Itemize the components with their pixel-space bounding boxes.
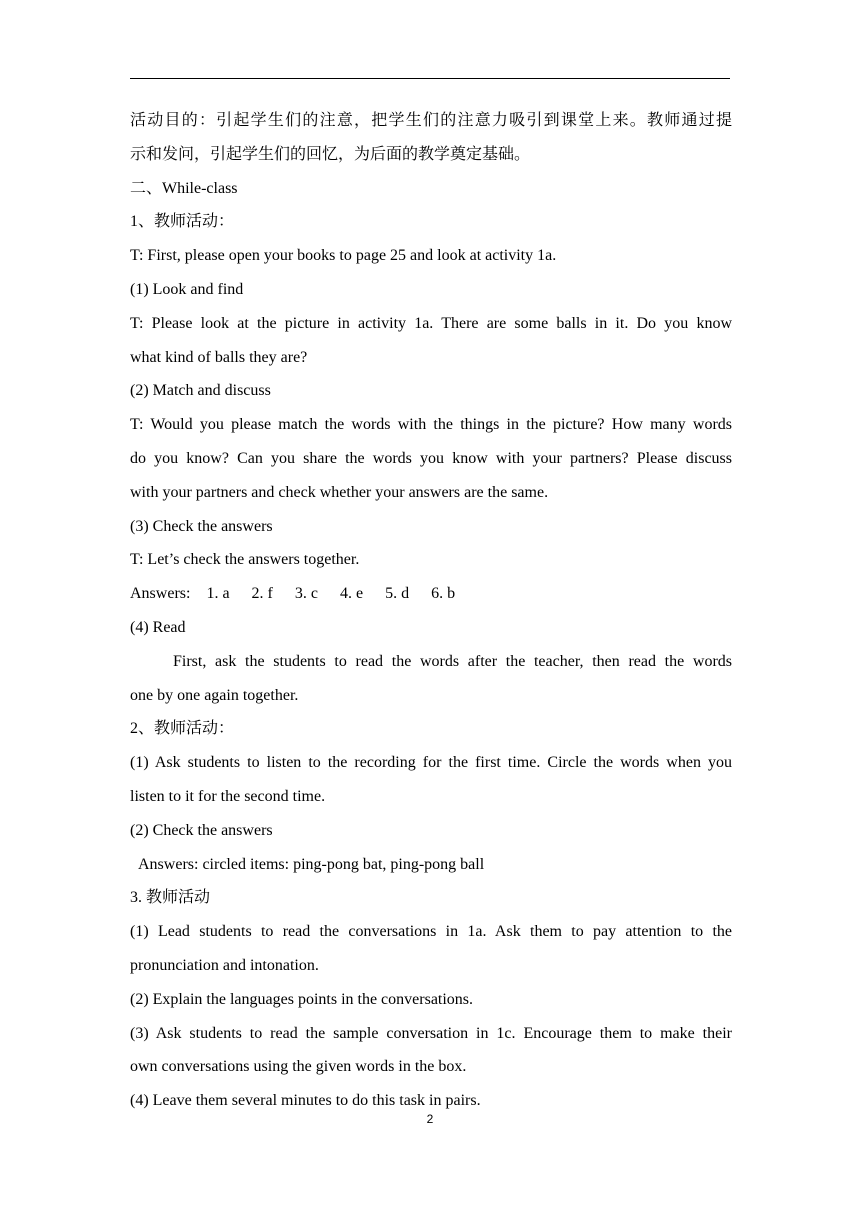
paragraph-line: (4) Leave them several minutes to do this task in pairs. [130,1092,481,1110]
paragraph-line: what kind of balls they are? [130,348,308,366]
paragraph-line: (3) Ask students to read the sample conversation in 1c. Encourage them to make their [130,1024,732,1042]
answer-item: 6. b [431,585,456,603]
document-body [130,104,732,1118]
paragraph-line: T: Please look at the picture in activity 1a. There are some balls in it. Do you know [130,314,732,332]
step-heading: (3) Check the answers [130,517,273,535]
subsection-heading: 3. 教师活动 [130,889,211,907]
header-rule [130,78,730,79]
paragraph-line: (1) Ask students to listen to the recording for the first time. Circle the words when you [130,754,732,772]
answer-item: 5. d [385,585,410,603]
answer-item: 3. c [294,585,318,603]
page-number: 2 [426,1112,434,1126]
paragraph-line: listen to it for the second time. [130,787,326,805]
subsection-heading: 1、教师活动： [130,213,235,231]
paragraph-line: one by one again together. [130,686,299,704]
answer-item: 4. e [339,585,364,603]
paragraph-line: T: Let’s check the answers together. [130,551,360,569]
paragraph-line: Answers: circled items: ping-pong bat, ping-pong ball [138,855,485,873]
paragraph-line: 示和发问，引起学生们的回忆，为后面的教学奠定基础。 [130,145,531,163]
paragraph-line: (2) Explain the languages points in the conversations. [130,990,474,1008]
step-heading: (2) Match and discuss [130,382,271,400]
section-heading: 二、While-class [130,179,238,197]
subsection-heading: 2、教师活动： [130,720,235,738]
paragraph-line: T: First, please open your books to page 25 and look at activity 1a. [130,247,557,265]
answers-line [130,577,732,611]
step-heading: (2) Check the answers [130,821,273,839]
paragraph-line: own conversations using the given words in the box. [130,1058,467,1076]
answer-item: 1. a [206,585,230,603]
paragraph-line: pronunciation and intonation. [130,956,319,974]
step-heading: (1) Look and find [130,280,244,298]
paragraph-line: (1) Lead students to read the conversations in 1a. Ask them to pay attention to the [130,923,732,941]
paragraph-line: 活动目的：引起学生们的注意，把学生们的注意力吸引到课堂上来。教师通过提 [130,112,732,129]
paragraph-line: do you know? Can you share the words you know with your partners? Please discuss [130,449,732,467]
paragraph-line: T: Would you please match the words with the things in the picture? How many words [130,416,732,434]
answer-item: 2. f [251,585,273,603]
paragraph-line: First, ask the students to read the words after the teacher, then read the words [173,652,732,670]
answers-label: Answers: [130,585,191,603]
step-heading: (4) Read [130,618,186,636]
paragraph-line: with your partners and check whether your answers are the same. [130,483,549,501]
